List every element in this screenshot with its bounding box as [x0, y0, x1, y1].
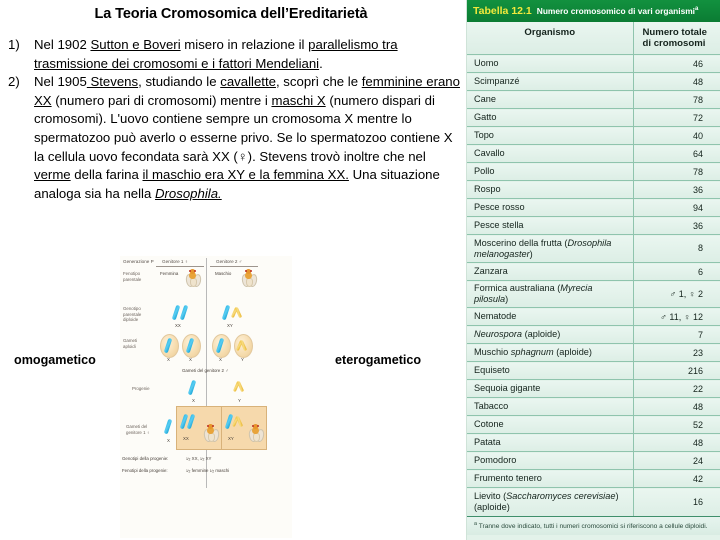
text-segment-underlined: femminine erano XX [34, 74, 460, 108]
cell-chromosome-count: 78 [633, 163, 720, 181]
bullet-list [8, 36, 460, 203]
column-header-line1: Numero totale [642, 27, 708, 38]
text-segment: misero in relazione il [180, 37, 309, 52]
table-row [467, 434, 720, 452]
table-row [467, 181, 720, 199]
text-segment: . [319, 55, 323, 71]
diagram-genotype-summary-value: 1⁄2 XX, 1⁄2 XY [186, 456, 212, 462]
cell-organism: Neurospora (aploide) [467, 326, 633, 344]
list-item [8, 73, 460, 203]
text-segment: Nel 1905 [34, 74, 87, 90]
text-segment-underlined: verme [34, 167, 71, 183]
diagram-row-label-gametes: Gameti aploidi [123, 338, 138, 349]
cell-organism: Scimpanzé [467, 73, 633, 91]
cell-chromosome-count: 36 [633, 217, 720, 235]
table-body [467, 55, 720, 516]
diagram-parent2-label: Genitore 2 ♂ [216, 259, 243, 264]
cell-organism: Formica australiana (Myrecia pilosula) [467, 281, 633, 308]
cell-organism: Sequoia gigante [467, 380, 633, 398]
table-caption-text: Numero cromosomico di vari organismi [536, 6, 695, 16]
table-row [467, 235, 720, 263]
table-row [467, 380, 720, 398]
footnote-marker: a [474, 520, 477, 527]
diagram-row-label-phenotype: Fenotipo parentale [123, 271, 142, 282]
cell-chromosome-count: ♂ 11, ♀ 12 [633, 308, 720, 326]
diagram-parent1-label: Genitore 1 ♀ [162, 259, 189, 264]
table-row [467, 281, 720, 308]
punnett-label-xy: XY [228, 436, 234, 441]
text-segment-underlined: maschi X [271, 92, 326, 108]
chromosome-y-icon [237, 339, 247, 352]
table-row [467, 416, 720, 434]
table-number: Tabella 12.1 [473, 5, 532, 17]
list-item [8, 36, 460, 73]
cell-chromosome-count: 7 [633, 326, 720, 344]
cell-chromosome-count: 64 [633, 145, 720, 163]
table-row [467, 73, 720, 91]
chromosome-y-icon [233, 415, 243, 428]
column-header-chromosome-count [633, 22, 720, 55]
diagram-gamete-p1b: X [189, 357, 192, 362]
cell-organism: Cotone [467, 416, 633, 434]
cell-organism: Nematode [467, 308, 633, 326]
table-row [467, 55, 720, 73]
cell-organism: Rospo [467, 181, 633, 199]
text-segment-underlined: cavallette [220, 74, 276, 90]
label-eterogametico: eterogametico [335, 353, 422, 367]
cell-chromosome-count: 16 [633, 488, 720, 516]
diagram-phenotype-male: Maschio [215, 271, 232, 276]
table-row [467, 326, 720, 344]
table-row [467, 91, 720, 109]
text-segment-italic-underlined: Drosophila. [154, 185, 222, 201]
table-row [467, 308, 720, 326]
table-row [467, 452, 720, 470]
text-segment: Una situazione analoga sia ha nella [34, 167, 440, 201]
diagram-gamete-p2b: Y [241, 357, 244, 362]
punnett-label-xx: XX [183, 436, 189, 441]
cell-chromosome-count: 46 [633, 55, 720, 73]
text-segment: Nel 1902 [34, 37, 91, 52]
chromosome-x-icon [222, 305, 230, 320]
text-segment-underlined: Stevens [86, 74, 139, 90]
cell-organism: Topo [467, 127, 633, 145]
table-row [467, 127, 720, 145]
diagram-progeny-row-gamete: X [167, 438, 170, 443]
table-title-bar [467, 0, 720, 22]
list-item-marker: 2) [8, 74, 20, 90]
cell-chromosome-count: 24 [633, 452, 720, 470]
fly-icon-progeny-female [204, 424, 217, 441]
diagram-genotype-male: XY [227, 323, 233, 328]
text-segment: , studiando le [138, 74, 221, 90]
diagram-progeny-col-x: X [192, 398, 195, 403]
table-caption [537, 6, 699, 16]
cell-organism: Gatto [467, 109, 633, 127]
cell-organism: Patata [467, 434, 633, 452]
cell-chromosome-count: 40 [633, 127, 720, 145]
cell-chromosome-count: 36 [633, 181, 720, 199]
diagram-rule [156, 266, 204, 267]
diagram-genotype-female: XX [175, 323, 181, 328]
cell-organism: Cane [467, 91, 633, 109]
diagram-phenotype-female: Femmina [160, 271, 179, 276]
table-row [467, 199, 720, 217]
cell-organism: Equiseto [467, 362, 633, 380]
column-header-line2: di cromosomi [642, 38, 706, 49]
cell-organism: Pesce rosso [467, 199, 633, 217]
table-row [467, 488, 720, 516]
table [467, 22, 720, 516]
cell-chromosome-count: 94 [633, 199, 720, 217]
cell-organism: Uomo [467, 55, 633, 73]
diagram-row-label-genotype: Genotipo parentale diploide [123, 306, 142, 323]
table-footnote [467, 516, 720, 536]
table-header-row [467, 22, 720, 55]
list-item-text [34, 73, 460, 203]
diagram-rule [210, 266, 258, 267]
text-segment: (numero pari di cromosomi) mentre i [51, 92, 272, 108]
footnote-text: Tranne dove indicato, tutti i numeri cromosomici si riferiscono a cellule diploidi. [477, 522, 708, 530]
fly-icon-female [186, 269, 199, 286]
chromosome-x-icon [188, 380, 196, 395]
cell-organism: Frumento tenero [467, 470, 633, 488]
diagram-progeny-header: Gameti del genitore 2 ♂ [182, 368, 229, 373]
list-item-text [34, 36, 460, 73]
diagram-divider [206, 258, 207, 422]
table-row [467, 145, 720, 163]
table-row [467, 362, 720, 380]
text-segment-underlined: Sutton e Boveri [90, 37, 181, 52]
cell-organism: Pomodoro [467, 452, 633, 470]
column-header-organism: Organismo [467, 22, 633, 55]
chromosome-x-icon [164, 419, 172, 434]
diagram-row-label-gametes-p1: Gameti del genitore 1 ♀ [126, 424, 151, 435]
table-row [467, 163, 720, 181]
page-title: La Teoria Cromosomica dell’Ereditarietà [94, 6, 368, 22]
chromosome-y-icon [232, 306, 242, 319]
cell-chromosome-count: 48 [633, 398, 720, 416]
diagram-row-label-progeny: Progenie [132, 386, 150, 391]
label-omogametico: omogametico [14, 353, 96, 367]
list-item-marker: 1) [8, 37, 20, 52]
cell-chromosome-count: 8 [633, 235, 720, 263]
cell-organism: Cavallo [467, 145, 633, 163]
table-row [467, 398, 720, 416]
diagram-genotype-summary-label: Genotipi della progenie: [122, 456, 169, 461]
text-segment-underlined: parallelismo tra trasmissione dei cromosomi e i fattori Mendeliani [34, 37, 398, 71]
text-segment: della farina [70, 167, 143, 183]
cell-chromosome-count: 72 [633, 109, 720, 127]
cell-organism: Pollo [467, 163, 633, 181]
cell-chromosome-count: 48 [633, 73, 720, 91]
cell-chromosome-count: 6 [633, 263, 720, 281]
fly-icon-progeny-male [249, 424, 262, 441]
table-row [467, 470, 720, 488]
cell-organism: Tabacco [467, 398, 633, 416]
genetics-cross-diagram [120, 256, 292, 538]
cell-chromosome-count: 48 [633, 434, 720, 452]
cell-chromosome-count: 216 [633, 362, 720, 380]
chromosome-x-icon [172, 305, 180, 320]
cell-chromosome-count: 23 [633, 344, 720, 362]
cell-chromosome-count: 78 [633, 91, 720, 109]
text-segment: , scoprì che le [275, 74, 362, 90]
diagram-progeny-col-y: Y [238, 398, 241, 403]
cell-organism: Zanzara [467, 263, 633, 281]
table-row [467, 109, 720, 127]
cell-chromosome-count: 22 [633, 380, 720, 398]
cell-organism: Lievito (Saccharomyces cerevisiae) (aploide) [467, 488, 633, 516]
diagram-generation-label: Generazione P [123, 259, 154, 264]
fly-icon-male [242, 269, 255, 286]
text-segment: (numero dispari di cromosomi). L'uovo contiene sempre un cromosoma X mentre lo spermatozoo può averlo o esserne privo. Se lo spermatozoo contiene X la cellula uovo fecondata sarà XX (♀). Stevens trovò inoltre che nel [34, 92, 453, 164]
chromosome-number-table [466, 0, 720, 540]
cell-chromosome-count: ♂ 1, ♀ 2 [633, 281, 720, 308]
table-row [467, 263, 720, 281]
diagram-phenotype-summary-value: 1⁄2 femmine 1⁄2 maschi [186, 468, 230, 474]
cell-organism: Pesce stella [467, 217, 633, 235]
table-caption-footnote-marker: a [695, 6, 699, 13]
text-segment-underlined: il maschio era XY e la femmina XX. [142, 167, 349, 183]
chromosome-y-icon [234, 380, 244, 393]
chromosome-x-icon [180, 305, 188, 320]
diagram-gamete-p1a: X [167, 357, 170, 362]
cell-chromosome-count: 52 [633, 416, 720, 434]
cell-chromosome-count: 42 [633, 470, 720, 488]
diagram-phenotype-summary-label: Fenotipi della progenie: [122, 468, 168, 473]
table-row [467, 217, 720, 235]
cell-organism: Muschio sphagnum (aploide) [467, 344, 633, 362]
cell-organism: Moscerino della frutta (Drosophila melanogaster) [467, 235, 633, 263]
table-row [467, 344, 720, 362]
diagram-gamete-p2a: X [219, 357, 222, 362]
